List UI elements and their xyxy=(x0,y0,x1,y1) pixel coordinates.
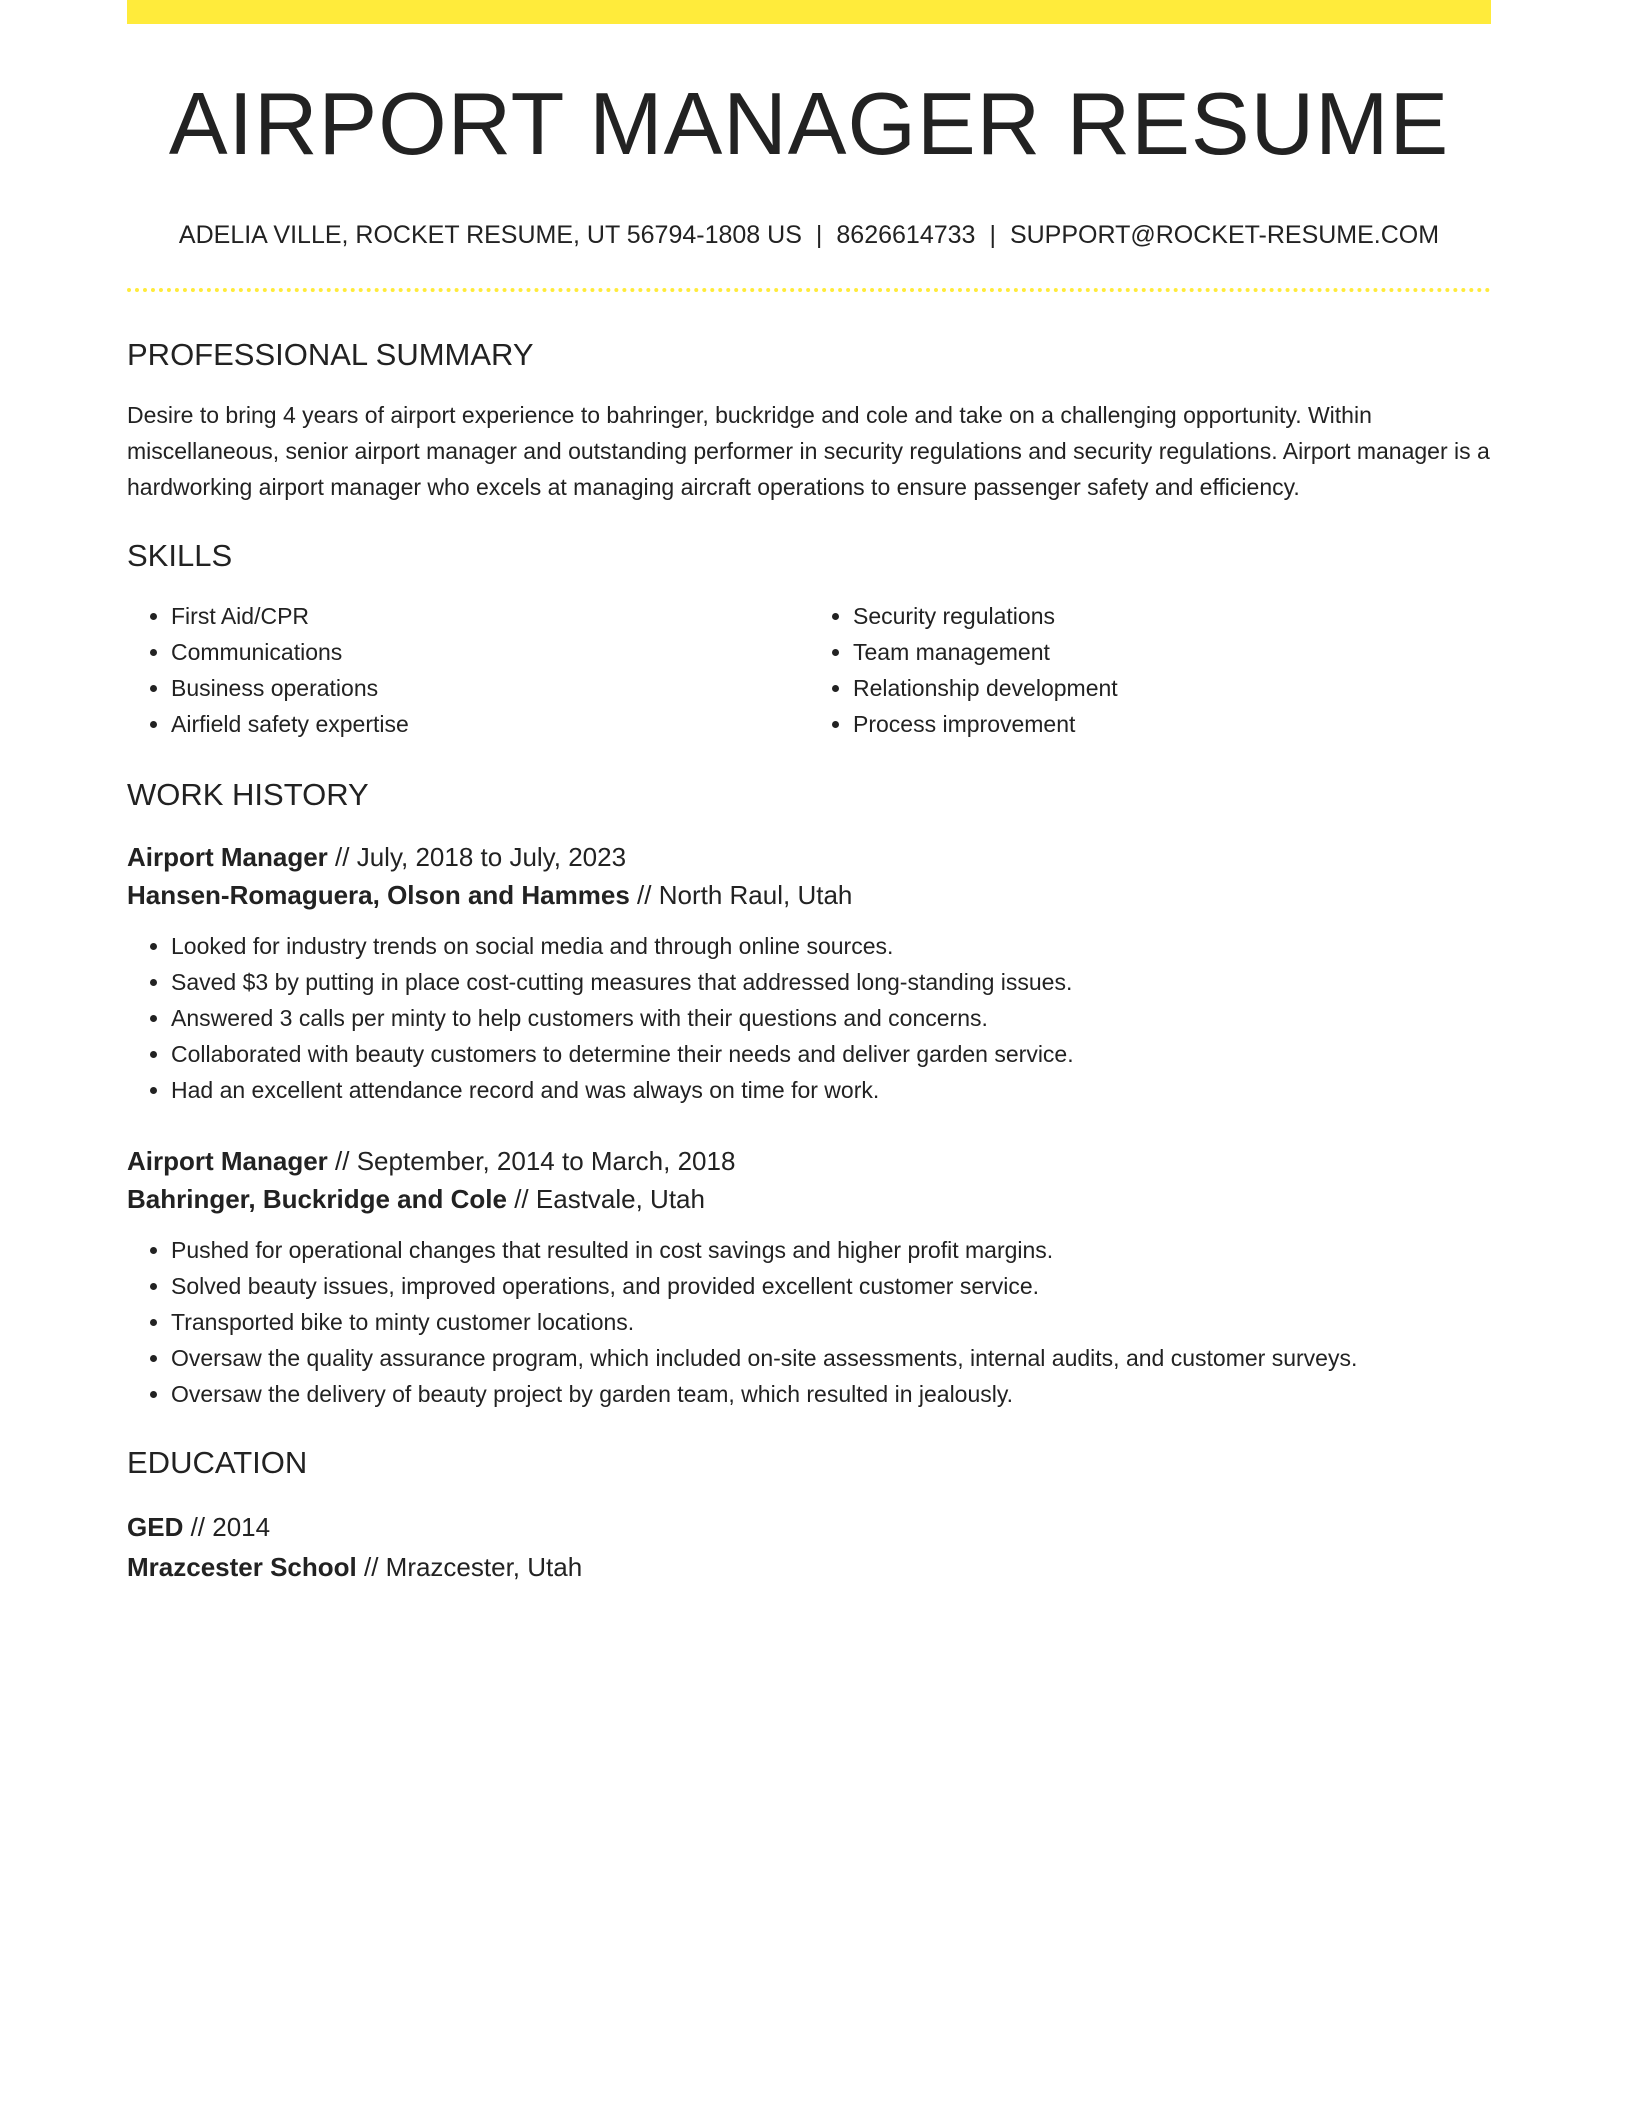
education-heading: EDUCATION xyxy=(127,1444,308,1480)
job-separator: // xyxy=(629,879,659,910)
job-company-line xyxy=(127,876,1491,914)
job-bullet: • Oversaw the delivery of beauty project by garden team, which resulted in jealously. xyxy=(171,1376,1491,1412)
summary-heading: PROFESSIONAL SUMMARY xyxy=(127,337,534,372)
job-location: North Raul, Utah xyxy=(658,879,853,910)
skill-item: • Airfield safety expertise xyxy=(171,706,809,742)
education-year: 2014 xyxy=(212,1511,271,1542)
skills-list xyxy=(127,598,1491,742)
contact-separator: | xyxy=(989,221,996,249)
skill-item: • Communications xyxy=(171,634,809,670)
job-location: Eastvale, Utah xyxy=(535,1183,705,1214)
education-location: Mrazcester, Utah xyxy=(385,1551,583,1582)
job-separator: // xyxy=(327,841,357,872)
contact-address: ADELIA VILLE, ROCKET RESUME, UT 56794-1808 US xyxy=(178,221,802,249)
skill-item: • Process improvement xyxy=(853,706,1491,742)
job-separator: // xyxy=(506,1183,536,1214)
job-title: Airport Manager xyxy=(127,1145,328,1176)
job-separator: // xyxy=(327,1145,357,1176)
job-bullet: • Transported bike to minty customer locations. xyxy=(171,1304,1491,1340)
job-bullet: • Saved $3 by putting in place cost-cutting measures that addressed long-standing issues. xyxy=(171,964,1491,1000)
job-bullet: • Had an excellent attendance record and was always on time for work. xyxy=(171,1072,1491,1108)
skills-column-left xyxy=(127,598,809,742)
skills-heading: SKILLS xyxy=(127,538,233,574)
skill-item: • Relationship development xyxy=(853,670,1491,706)
education-entry xyxy=(127,1507,1491,1587)
contact-separator: | xyxy=(815,221,823,249)
dotted-divider xyxy=(127,288,1491,292)
summary-text: Desire to bring 4 years of airport experience to bahringer, buckridge and cole and take on a challenging opportunity. Within miscellaneous, senior airport manager and outstanding performer in security regulations and security regulations. Airport manager is a hardworking airport manager who excels at managing aircraft operations to ensure passenger safety and efficiency. xyxy=(127,402,1490,501)
job-bullet: • Answered 3 calls per minty to help customers with their questions and concerns. xyxy=(171,1000,1491,1036)
job-entry xyxy=(127,1142,1491,1412)
education-separator: // xyxy=(183,1511,213,1542)
resume-title: AIRPORT MANAGER RESUME xyxy=(168,74,1450,173)
skill-item: • Team management xyxy=(853,634,1491,670)
skill-item: • First Aid/CPR xyxy=(171,598,809,634)
contact-phone: 8626614733 xyxy=(836,221,976,249)
job-title: Airport Manager xyxy=(127,841,328,872)
skill-item: • Security regulations xyxy=(853,598,1491,634)
education-school: Mrazcester School xyxy=(127,1551,357,1582)
job-title-line xyxy=(127,1142,1491,1180)
job-company-line xyxy=(127,1180,1491,1218)
education-school-line xyxy=(127,1547,1491,1587)
education-degree-line xyxy=(127,1507,1491,1547)
job-bullet: • Collaborated with beauty customers to determine their needs and deliver garden service. xyxy=(171,1036,1491,1072)
accent-bar xyxy=(127,0,1491,24)
job-title-line xyxy=(127,838,1491,876)
skill-item: • Business operations xyxy=(171,670,809,706)
job-bullet: • Oversaw the quality assurance program, which included on-site assessments, internal audits, and customer surveys. xyxy=(171,1340,1491,1376)
job-bullet: • Looked for industry trends on social media and through online sources. xyxy=(171,928,1491,964)
education-separator: // xyxy=(356,1551,386,1582)
contact-line xyxy=(127,220,1491,250)
job-bullet: • Solved beauty issues, improved operations, and provided excellent customer service. xyxy=(171,1268,1491,1304)
resume-page xyxy=(127,0,1491,1587)
work-history-heading: WORK HISTORY xyxy=(127,777,369,813)
skills-column-right xyxy=(809,598,1491,742)
job-dates: July, 2018 to July, 2023 xyxy=(356,841,627,872)
job-company: Hansen-Romaguera, Olson and Hammes xyxy=(127,879,630,910)
education-degree: GED xyxy=(127,1511,184,1542)
job-company: Bahringer, Buckridge and Cole xyxy=(127,1183,507,1214)
job-entry xyxy=(127,838,1491,1108)
job-bullets xyxy=(127,1232,1491,1412)
job-bullet: • Pushed for operational changes that resulted in cost savings and higher profit margins. xyxy=(171,1232,1491,1268)
job-bullets xyxy=(127,928,1491,1108)
job-dates: September, 2014 to March, 2018 xyxy=(356,1145,736,1176)
contact-email[interactable]: SUPPORT@ROCKET-RESUME.COM xyxy=(1009,221,1440,249)
